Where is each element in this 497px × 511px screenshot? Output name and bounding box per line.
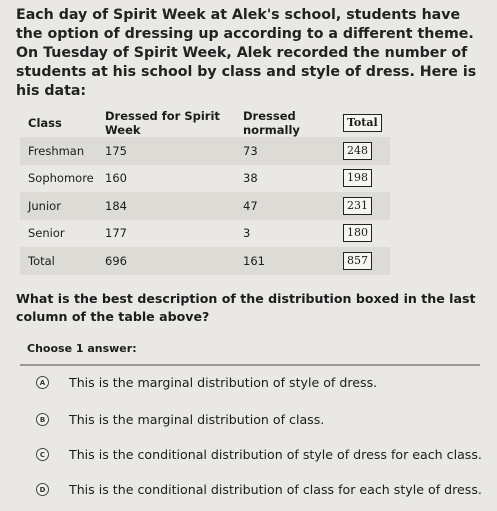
intro-text: Each day of Spirit Week at Alek's school, students have the option of dressing up according to a different theme. On Tuesday of Spirit Week, Alek recorded the number of students at his school by class and style of dress. Here is his data: [16,7,477,99]
option-letter-badge: A [36,376,49,389]
question-text: What is the best description of the distribution boxed in the last column of the table above? [16,291,476,324]
cell-spirit: 175 [105,143,127,158]
header-dressed-normally: Dressed normally [243,109,300,137]
answer-option-c[interactable] [36,447,482,462]
row-label: Junior [28,198,61,213]
cell-normal: 38 [243,171,258,186]
data-table [20,109,390,275]
option-text: This is the marginal distribution of class. [69,412,325,427]
header-dressed-spirit: Dressed for Spirit Week [105,109,220,137]
table-header-row [20,109,390,137]
row-label: Senior [28,226,65,241]
row-label: Freshman [28,143,85,158]
cell-total: 231 [343,197,372,215]
divider [20,364,480,366]
option-letter-badge: D [36,483,49,496]
option-text: This is the conditional distribution of style of dress for each class. [69,447,482,462]
cell-normal: 73 [243,143,258,158]
header-total: Total [343,114,382,132]
row-label: Sophomore [28,171,94,186]
cell-total: 198 [343,169,372,187]
option-letter-badge: B [36,413,49,426]
table-row [20,247,390,275]
answer-option-d[interactable] [36,482,482,497]
cell-total: 248 [343,142,372,160]
cell-spirit: 184 [105,198,127,213]
cell-total: 857 [343,252,372,270]
table-row [20,192,390,220]
answer-option-a[interactable] [36,375,377,390]
table-row [20,165,390,193]
cell-normal: 3 [243,226,251,241]
answer-option-b[interactable] [36,412,324,427]
cell-normal: 47 [243,198,258,213]
cell-total: 180 [343,224,372,242]
cell-spirit: 177 [105,226,127,241]
cell-normal: 161 [243,253,265,268]
option-text: This is the marginal distribution of style of dress. [69,375,378,390]
option-text: This is the conditional distribution of class for each style of dress. [69,482,482,497]
table-row [20,220,390,248]
cell-spirit: 160 [105,171,127,186]
row-label: Total [28,253,55,268]
option-letter-badge: C [36,448,49,461]
table-row [20,137,390,165]
header-class: Class [28,116,62,130]
cell-spirit: 696 [105,253,127,268]
choose-label: Choose 1 answer: [27,342,137,355]
